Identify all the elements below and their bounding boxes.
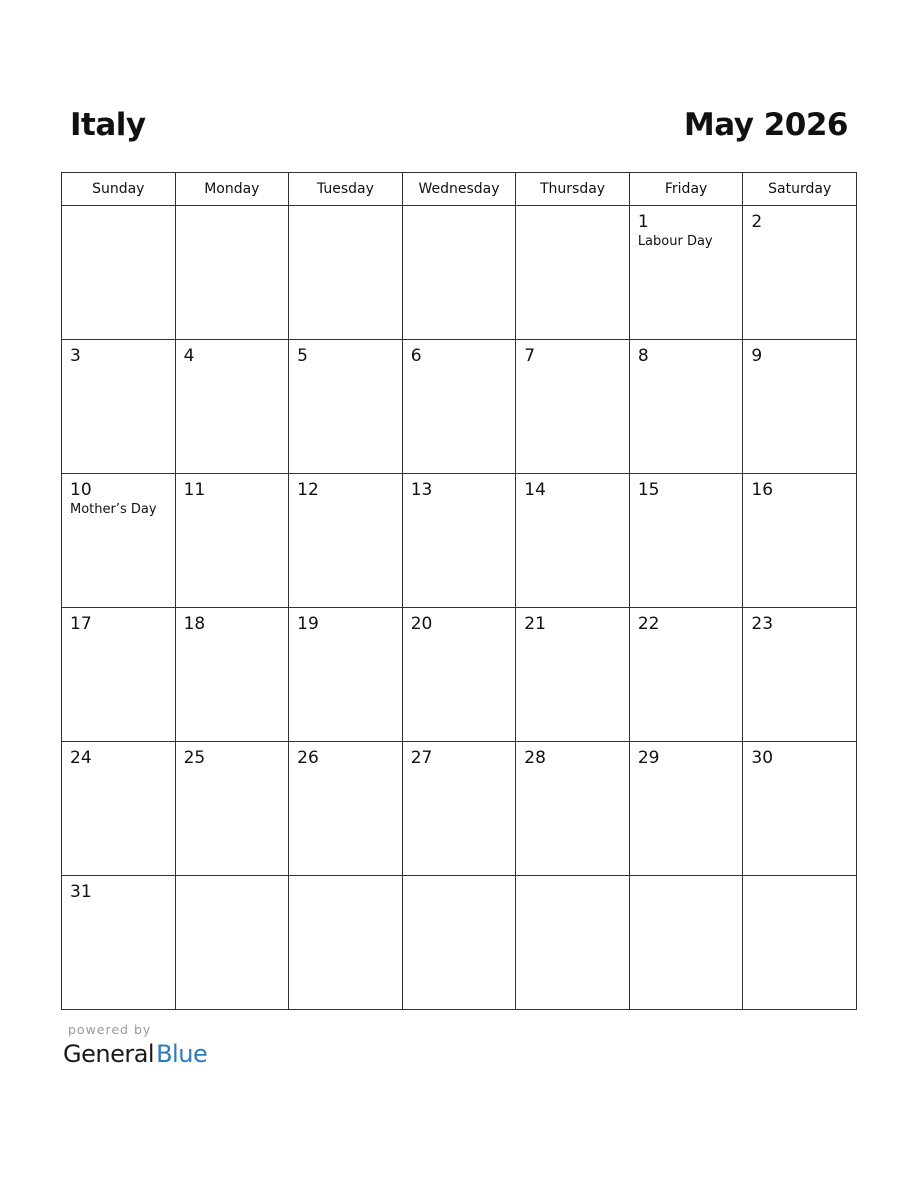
day-cell <box>289 742 403 876</box>
day-cell <box>743 340 857 474</box>
empty-day-cell <box>175 876 289 1010</box>
day-number: 10 <box>70 480 92 500</box>
weekday-header: Friday <box>629 173 743 206</box>
empty-day-cell <box>516 206 630 340</box>
empty-day-cell <box>402 206 516 340</box>
week-row <box>62 876 857 1010</box>
powered-by-label: powered by <box>68 1022 152 1037</box>
day-cell <box>402 340 516 474</box>
day-number: 13 <box>410 480 433 500</box>
calendar-grid <box>61 172 857 1010</box>
day-cell <box>402 474 516 608</box>
day-cell <box>743 474 857 608</box>
week-row <box>62 742 857 876</box>
day-cell <box>516 608 630 742</box>
day-number: 23 <box>751 614 774 634</box>
country-title: Italy <box>70 107 146 143</box>
day-number: 27 <box>410 748 433 768</box>
day-cell <box>629 742 743 876</box>
empty-day-cell <box>175 206 289 340</box>
day-number: 11 <box>183 480 206 500</box>
weekday-header: Saturday <box>743 173 857 206</box>
day-cell <box>62 742 176 876</box>
day-cell <box>743 206 857 340</box>
day-cell <box>629 206 743 340</box>
day-cell <box>289 608 403 742</box>
weekday-header: Thursday <box>516 173 630 206</box>
empty-day-cell <box>743 876 857 1010</box>
day-number: 5 <box>297 346 308 366</box>
weekday-header: Wednesday <box>402 173 516 206</box>
day-number: 21 <box>524 614 546 634</box>
day-cell <box>175 608 289 742</box>
weekday-header: Sunday <box>62 173 176 206</box>
day-number: 22 <box>637 614 660 634</box>
week-row <box>62 608 857 742</box>
day-cell <box>743 742 857 876</box>
empty-day-cell <box>289 876 403 1010</box>
month-year-title: May 2026 <box>683 107 848 143</box>
day-cell <box>629 340 743 474</box>
day-number: 8 <box>637 346 649 366</box>
brand-general-text: General <box>63 1040 155 1068</box>
day-cell <box>402 742 516 876</box>
weekday-header: Tuesday <box>289 173 403 206</box>
empty-day-cell <box>62 206 176 340</box>
day-number: 15 <box>637 480 660 500</box>
day-cell <box>516 340 630 474</box>
week-row <box>62 206 857 340</box>
day-number: 26 <box>297 748 319 768</box>
day-cell <box>62 474 176 608</box>
day-number: 2 <box>751 212 763 232</box>
day-cell <box>629 474 743 608</box>
day-number: 31 <box>70 882 92 902</box>
day-cell <box>62 608 176 742</box>
day-cell <box>289 340 403 474</box>
day-cell <box>743 608 857 742</box>
day-number: 30 <box>751 748 774 768</box>
day-number: 20 <box>410 614 433 634</box>
day-number: 18 <box>183 614 206 634</box>
weekday-header-row <box>62 173 857 206</box>
day-number: 29 <box>637 748 660 768</box>
empty-day-cell <box>289 206 403 340</box>
day-cell <box>289 474 403 608</box>
day-cell <box>629 608 743 742</box>
holiday-label: Mother’s Day <box>70 502 157 517</box>
day-number: 14 <box>524 480 546 500</box>
day-number: 28 <box>524 748 546 768</box>
day-cell <box>62 340 176 474</box>
brand-logo <box>63 1038 207 1070</box>
day-number: 9 <box>751 346 763 366</box>
holiday-label: Labour Day <box>637 234 713 249</box>
day-cell <box>175 742 289 876</box>
day-cell <box>402 608 516 742</box>
day-number: 16 <box>751 480 774 500</box>
weekday-header: Monday <box>175 173 289 206</box>
empty-day-cell <box>629 876 743 1010</box>
day-number: 12 <box>297 480 319 500</box>
day-number: 17 <box>70 614 92 634</box>
day-cell <box>516 474 630 608</box>
empty-day-cell <box>402 876 516 1010</box>
week-row <box>62 474 857 608</box>
day-number: 19 <box>297 614 319 634</box>
day-number: 4 <box>183 346 195 366</box>
day-cell <box>516 742 630 876</box>
day-number: 25 <box>183 748 206 768</box>
day-cell <box>175 474 289 608</box>
day-number: 7 <box>524 346 536 366</box>
day-number: 6 <box>410 346 422 366</box>
empty-day-cell <box>516 876 630 1010</box>
day-cell <box>62 876 176 1010</box>
week-row <box>62 340 857 474</box>
day-cell <box>175 340 289 474</box>
day-number: 3 <box>70 346 81 366</box>
day-number: 1 <box>637 212 649 232</box>
brand-blue-text: Blue <box>156 1040 208 1068</box>
day-number: 24 <box>70 748 92 768</box>
